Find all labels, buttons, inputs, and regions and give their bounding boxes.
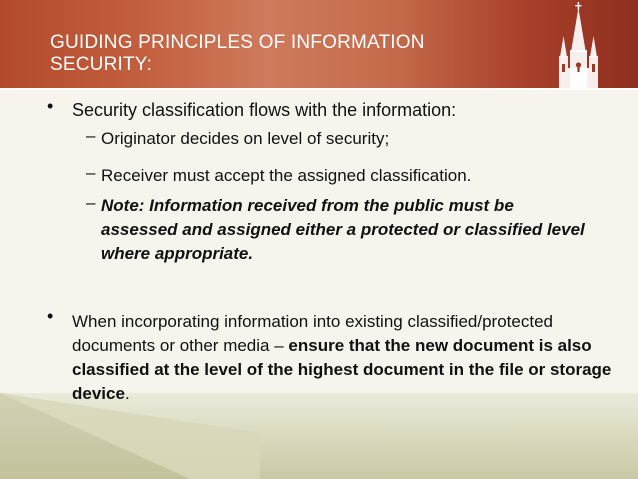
bullet-2-plain: When incorporating information into existing classified/protected documents or other media – bbox=[72, 312, 553, 355]
bullet-2-period: . bbox=[124, 384, 130, 403]
bullet-2-text bbox=[72, 310, 612, 406]
sub-bullet-1-text: Originator decides on level of security; bbox=[101, 129, 390, 148]
bullet-1-text: Security classification flows with the information: bbox=[72, 100, 457, 120]
sub-bullet-2-text: Receiver must accept the assigned classification. bbox=[101, 166, 472, 185]
sub-bullet-marker: – bbox=[86, 193, 96, 212]
sub-bullet-marker: – bbox=[86, 126, 96, 145]
slide-title: GUIDING PRINCIPLES OF INFORMATION SECURITY: bbox=[50, 32, 425, 75]
note-text: Note: Information received from the public must be assessed and assigned either a protected or classified level where appropriate. bbox=[101, 196, 585, 263]
bullet-2-emphasis: ensure that the new document is also classified at the level of the highest document in the file or storage device bbox=[72, 336, 612, 403]
bullet-marker: • bbox=[47, 96, 54, 116]
sub-bullet-marker: – bbox=[86, 163, 96, 182]
bullet-marker: • bbox=[47, 306, 54, 326]
